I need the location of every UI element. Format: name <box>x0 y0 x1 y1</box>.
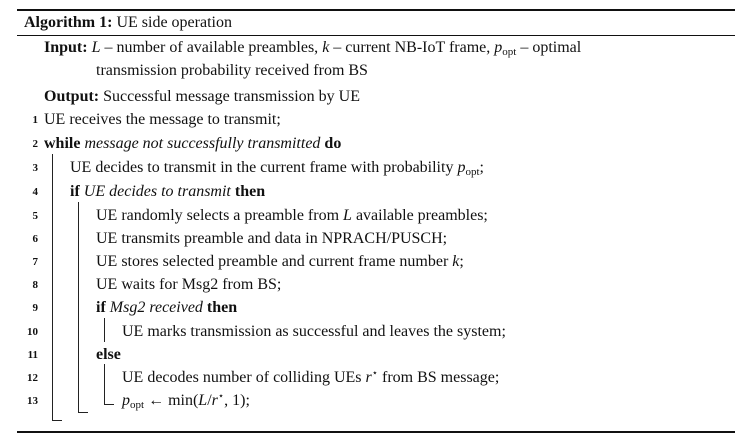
line-number-12: 12 <box>27 372 38 384</box>
line-7-end: ; <box>459 253 464 270</box>
line-13-end: , 1); <box>224 392 250 409</box>
input-var-p-sub: opt <box>502 46 517 58</box>
line-3-text: UE decides to transmit in the current frame with probability <box>70 159 458 176</box>
bottom-rule <box>17 431 735 433</box>
line-5-var-L: L <box>343 207 352 224</box>
input-var-L: L <box>91 39 101 56</box>
line-13-var-r: r <box>211 392 218 409</box>
while-condition: message not successfully transmitted <box>84 135 321 152</box>
input-var-k: k <box>322 39 330 56</box>
if-block-end <box>78 412 88 413</box>
line-5-text-b: available preambles; <box>351 207 488 224</box>
if-block-bar <box>78 202 79 412</box>
inner-if-condition: Msg2 received <box>109 299 203 316</box>
algo-line-13 <box>122 391 250 411</box>
min-function: min( <box>168 392 199 409</box>
keyword-while: while <box>44 135 81 152</box>
algo-line-9 <box>96 298 237 318</box>
line-number-5: 5 <box>32 210 38 222</box>
line-number-7: 7 <box>32 256 38 268</box>
caption-title: UE side operation <box>116 14 232 31</box>
input-text-2: – current NB-IoT frame, <box>329 39 495 56</box>
line-12-text-a: UE decodes number of colliding UEs <box>122 369 366 386</box>
input-line <box>44 38 581 58</box>
line-12-var-r: r <box>365 369 372 386</box>
input-var-p: p <box>494 39 503 56</box>
algo-line-1: UE receives the message to transmit; <box>44 111 281 128</box>
keyword-do: do <box>324 135 342 152</box>
algo-line-7 <box>96 252 464 272</box>
line-13-slash: / <box>207 392 212 409</box>
algo-line-10: UE marks transmission as successful and leaves the system; <box>122 323 506 340</box>
algo-line-8: UE waits for Msg2 from BS; <box>96 276 282 293</box>
output-line <box>44 87 360 107</box>
line-number-11: 11 <box>27 349 38 361</box>
line-number-1: 1 <box>32 114 38 126</box>
line-number-10: 10 <box>27 326 38 338</box>
input-label: Input: <box>44 39 88 56</box>
line-number-9: 9 <box>32 302 38 314</box>
while-block-bar <box>52 154 53 420</box>
algo-line-3 <box>70 158 484 178</box>
algorithm-caption <box>24 13 232 33</box>
keyword-if-inner: if <box>96 299 106 316</box>
assign-arrow: ← <box>144 392 169 409</box>
line-3-var-p-sub: opt <box>465 166 480 178</box>
line-number-8: 8 <box>32 279 38 291</box>
line-7-text: UE stores selected preamble and current frame number <box>96 253 453 270</box>
input-text-3: – optimal <box>516 39 582 56</box>
algo-line-5 <box>96 206 488 226</box>
keyword-then: then <box>234 183 266 200</box>
output-label: Output: <box>44 88 100 105</box>
line-number-3: 3 <box>32 162 38 174</box>
line-13-var-L: L <box>198 392 208 409</box>
algo-line-4 <box>70 182 265 202</box>
output-text: Successful message transmission by UE <box>103 88 360 105</box>
input-text-1: – number of available preambles, <box>100 39 323 56</box>
line-number-2: 2 <box>32 138 38 150</box>
caption-label: Algorithm 1: <box>24 14 113 31</box>
line-number-4: 4 <box>32 186 38 198</box>
algo-line-2 <box>44 134 341 154</box>
line-7-var-k: k <box>452 253 460 270</box>
line-12-star: ⋆ <box>371 368 378 379</box>
algo-line-12 <box>122 368 499 388</box>
inner-if-block-bar <box>104 318 105 342</box>
line-12-text-b: from BS message; <box>378 369 500 386</box>
else-block-end <box>104 404 114 405</box>
input-line-2: transmission probability received from BS <box>96 62 368 79</box>
top-rule <box>17 9 735 11</box>
line-13-var-p-sub: opt <box>130 399 145 411</box>
line-5-text-a: UE randomly selects a preamble from <box>96 207 344 224</box>
while-block-end <box>52 420 62 421</box>
line-number-6: 6 <box>32 233 38 245</box>
algo-line-6: UE transmits preamble and data in NPRACH/PUSCH; <box>96 230 448 247</box>
line-3-end: ; <box>479 159 484 176</box>
keyword-if: if <box>70 183 80 200</box>
keyword-else: else <box>96 346 121 363</box>
line-13-star: ⋆ <box>217 391 225 402</box>
line-number-13: 13 <box>27 395 38 407</box>
if-condition: UE decides to transmit <box>83 183 231 200</box>
line-3-var-p: p <box>457 159 466 176</box>
line-13-var-p: p <box>122 392 130 409</box>
algo-line-11 <box>96 345 121 365</box>
else-block-bar <box>104 364 105 404</box>
caption-rule <box>17 35 735 36</box>
keyword-then-inner: then <box>206 299 238 316</box>
